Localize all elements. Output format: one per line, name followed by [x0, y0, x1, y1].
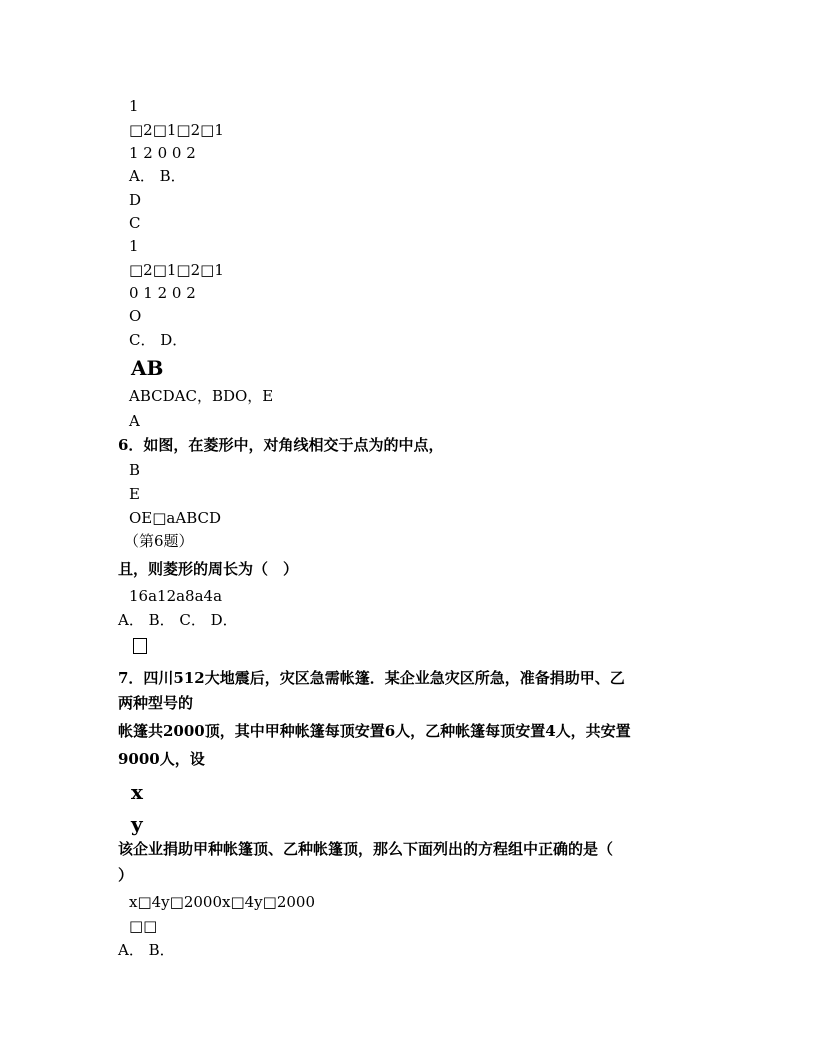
text-line: AB — [131, 356, 164, 380]
text-line: ） — [118, 866, 134, 884]
text-line: E — [129, 485, 140, 503]
text-line: □2□1□2□1 — [129, 261, 224, 279]
text-line: 1 — [129, 237, 139, 255]
text-line: 该企业捐助甲种帐篷顶、乙种帐篷顶，那么下面列出的方程组中正确的是（ — [118, 840, 614, 858]
question-7-line: 7．四川512大地震后，灾区急需帐篷．某企业急灾区所急，准备捐助甲、乙 — [118, 669, 625, 687]
figure-caption: （第6题） — [124, 532, 194, 550]
text-line: O — [129, 307, 142, 325]
placeholder-box — [133, 638, 147, 656]
text-line: 16a12a8a4a — [129, 587, 223, 605]
text-line: 且，则菱形的周长为（ ） — [118, 560, 299, 578]
variable-y: y — [131, 812, 143, 836]
text-line: □2□1□2□1 — [129, 121, 224, 139]
text-line: 帐篷共2000顶，其中甲种帐篷每顶安置6人，乙种帐篷每顶安置4人，共安置 — [118, 722, 631, 740]
text-line: A． B． — [118, 941, 175, 959]
text-line: A． B． C． D． — [118, 611, 238, 629]
text-line: 两种型号的 — [118, 694, 194, 712]
variable-x: x — [131, 780, 143, 804]
text-line: 9000人，设 — [118, 750, 205, 768]
text-line: D — [129, 191, 142, 209]
text-line: 0 1 2 0 2 — [129, 284, 196, 302]
text-line: A — [129, 412, 140, 430]
text-line: 1 2 0 0 2 — [129, 144, 196, 162]
text-line: OE□aABCD — [129, 509, 221, 527]
question-6-line: 6．如图，在菱形中，对角线相交于点为的中点， — [118, 436, 444, 454]
text-line: B — [129, 461, 141, 479]
text-line: □□ — [129, 917, 158, 935]
empty-box-icon — [133, 638, 147, 654]
text-line: C． D． — [129, 331, 188, 349]
text-line: x□4y□2000x□4y□2000 — [129, 893, 315, 911]
text-line: C — [129, 214, 141, 232]
text-line: 1 — [129, 97, 139, 115]
text-line: ABCDAC，BDO，E — [129, 387, 274, 405]
text-line: A． B． — [129, 167, 186, 185]
